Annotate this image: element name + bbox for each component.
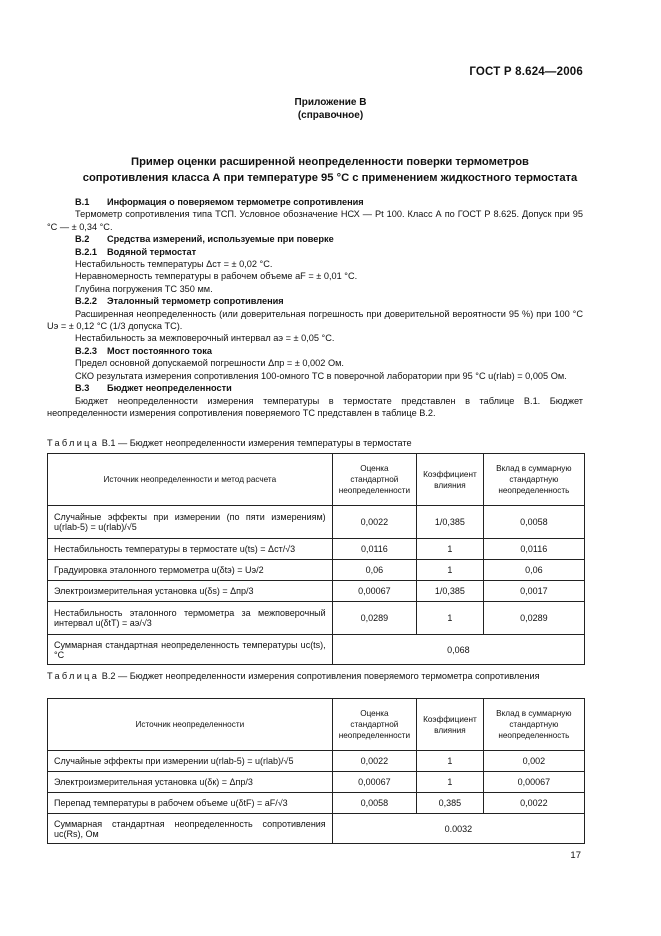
table-cell: 1/0,385: [417, 506, 484, 539]
heading-b23: В.2.3 Мост постоянного тока: [75, 345, 212, 356]
table-cell: 0,00067: [483, 772, 584, 793]
heading-b2: В.2 Средства измерений, используемые при поверке: [75, 234, 334, 245]
table-cell: Нестабильность эталонного термометра за межповерочный интервал u(δtT) = aэ/√3: [48, 602, 333, 635]
table-cell: Суммарная стандартная неопределенность температуры uc(ts), °С: [48, 635, 333, 665]
paragraph-b21-1: Нестабильность температуры Δст = ± 0,02 °С.: [75, 259, 273, 270]
table-cell: Случайные эффекты при измерении u(rlab-5) = u(rlab)/√5: [48, 751, 333, 772]
table-cell: 0,0058: [483, 506, 584, 539]
section-title-line2: сопротивления класса А при температуре 95 °С с применением жидкостного термостата: [82, 172, 578, 184]
table2-total-row: [48, 814, 585, 844]
table-cell: 1: [417, 772, 484, 793]
table-cell: 1: [417, 751, 484, 772]
table2-header-cell: Оценка стандартной неопределенности: [332, 699, 416, 751]
table-cell: 0,00067: [332, 772, 416, 793]
table-cell: 1/0,385: [417, 581, 484, 602]
paragraph-b3: Бюджет неопределенности измерения температуры в термостате представлен в таблице В.1. Бюджет неопределенности измерения сопротивления поверяемого ТС представлен в таблице В.2.: [47, 395, 583, 418]
table1-header-cell: Источник неопределенности и метод расчета: [48, 454, 333, 506]
table-row: [48, 560, 585, 581]
table-cell: Суммарная стандартная неопределенность сопротивления uc(Rs), Ом: [48, 814, 333, 844]
table-cell: Нестабильность температуры в термостате u(ts) = Δст/√3: [48, 539, 333, 560]
table2-header-cell: Коэффициент влияния: [417, 699, 484, 751]
heading-b1: В.1 Информация о поверяемом термометре сопротивления: [75, 197, 364, 207]
table-cell: 0,0289: [483, 602, 584, 635]
table-cell: 1: [417, 539, 484, 560]
table-cell: 0,0116: [483, 539, 584, 560]
table-cell: 0,06: [332, 560, 416, 581]
table1-header-cell: Оценка стандартной неопределенности: [332, 454, 416, 506]
table-cell: 0,002: [483, 751, 584, 772]
table2-header-cell: Вклад в суммарную стандартную неопределенность: [483, 699, 584, 751]
table2-caption: Таблица В.2 — Бюджет неопределенности измерения сопротивления поверяемого термометра сопротивления: [47, 671, 540, 681]
paragraph-b23-1: Предел основной допускаемой погрешности Δпр = ± 0,002 Ом.: [75, 358, 344, 369]
table2: [47, 698, 585, 844]
heading-b3: В.3 Бюджет неопределенности: [75, 383, 232, 394]
table-cell: 0,00067: [332, 581, 416, 602]
table-cell: 1: [417, 602, 484, 635]
table2-header-cell: Источник неопределенности: [48, 699, 333, 751]
table-cell: Электроизмерительная установка u(δк) = Δпр/3: [48, 772, 333, 793]
table1-header-cell: Коэффициент влияния: [417, 454, 484, 506]
table-cell: Градуировка эталонного термометра u(δtэ) = Uэ/2: [48, 560, 333, 581]
table-row: [48, 506, 585, 539]
table1-caption: Таблица В.1 — Бюджет неопределенности измерения температуры в термостате: [47, 438, 412, 448]
paragraph-b21-3: Глубина погружения ТС 350 мм.: [75, 283, 213, 294]
table-cell: 0,0017: [483, 581, 584, 602]
table1-total-row: [48, 635, 585, 665]
table-cell: 0,06: [483, 560, 584, 581]
table-cell: 0,0116: [332, 539, 416, 560]
table-cell: 0,068: [332, 635, 584, 665]
table-row: [48, 751, 585, 772]
table-row: [48, 581, 585, 602]
annex-type: (справочное): [297, 110, 364, 121]
table-row: [48, 539, 585, 560]
paragraph-b1: Термометр сопротивления типа ТСП. Условное обозначение НСХ — Pt 100. Класс А по ГОСТ Р 8.625. Допуск при 95 °С — ± 0,34 °С.: [47, 209, 583, 232]
paragraph-b22-2: Нестабильность за межповерочный интервал aэ = ± 0,05 °С.: [75, 333, 335, 344]
heading-b22: В.2.2 Эталонный термометр сопротивления: [75, 296, 284, 307]
table-row: [48, 602, 585, 635]
table1-header-cell: Вклад в суммарную стандартную неопределенность: [483, 454, 584, 506]
table-cell: 0,0022: [332, 506, 416, 539]
table-cell: 0,385: [417, 793, 484, 814]
paragraph-b21-2: Неравномерность температуры в рабочем объеме aF = ± 0,01 °С.: [75, 271, 358, 282]
standard-number: ГОСТ Р 8.624—2006: [469, 66, 583, 78]
table-cell: Электроизмерительная установка u(δs) = Δпр/3: [48, 581, 333, 602]
table1-header-row: [48, 454, 585, 506]
annex-label: Приложение В: [294, 97, 367, 108]
table-cell: 0.0032: [332, 814, 584, 844]
table-row: [48, 772, 585, 793]
table-cell: 1: [417, 560, 484, 581]
table1: [47, 453, 585, 665]
page-number: 17: [570, 850, 581, 861]
table-cell: 0,0289: [332, 602, 416, 635]
table-row: [48, 793, 585, 814]
section-title-line1: Пример оценки расширенной неопределенности поверки термометров: [131, 156, 529, 168]
table-cell: 0,0058: [332, 793, 416, 814]
paragraph-b22-1: Расширенная неопределенность (или доверительная погрешность при доверительной вероятности 95 %) при 100 °С Uэ = ± 0,12 °С (1/3 допуска ТС).: [47, 308, 583, 332]
table-cell: 0,0022: [483, 793, 584, 814]
paragraph-b23-2: СКО результата измерения сопротивления 100-омного ТС в поверочной лаборатории при 95 °С u(rlab) = 0,005 Ом.: [75, 370, 567, 381]
table2-header-row: [48, 699, 585, 751]
body-text: [47, 196, 583, 419]
table-cell: Перепад температуры в рабочем объеме u(δtF) = aF/√3: [48, 793, 333, 814]
table-cell: 0,0022: [332, 751, 416, 772]
table-cell: Случайные эффекты при измерении (по пяти измерениям) u(rlab-5) = u(rlab)/√5: [48, 506, 333, 539]
heading-b21: В.2.1 Водяной термостат: [75, 246, 197, 257]
